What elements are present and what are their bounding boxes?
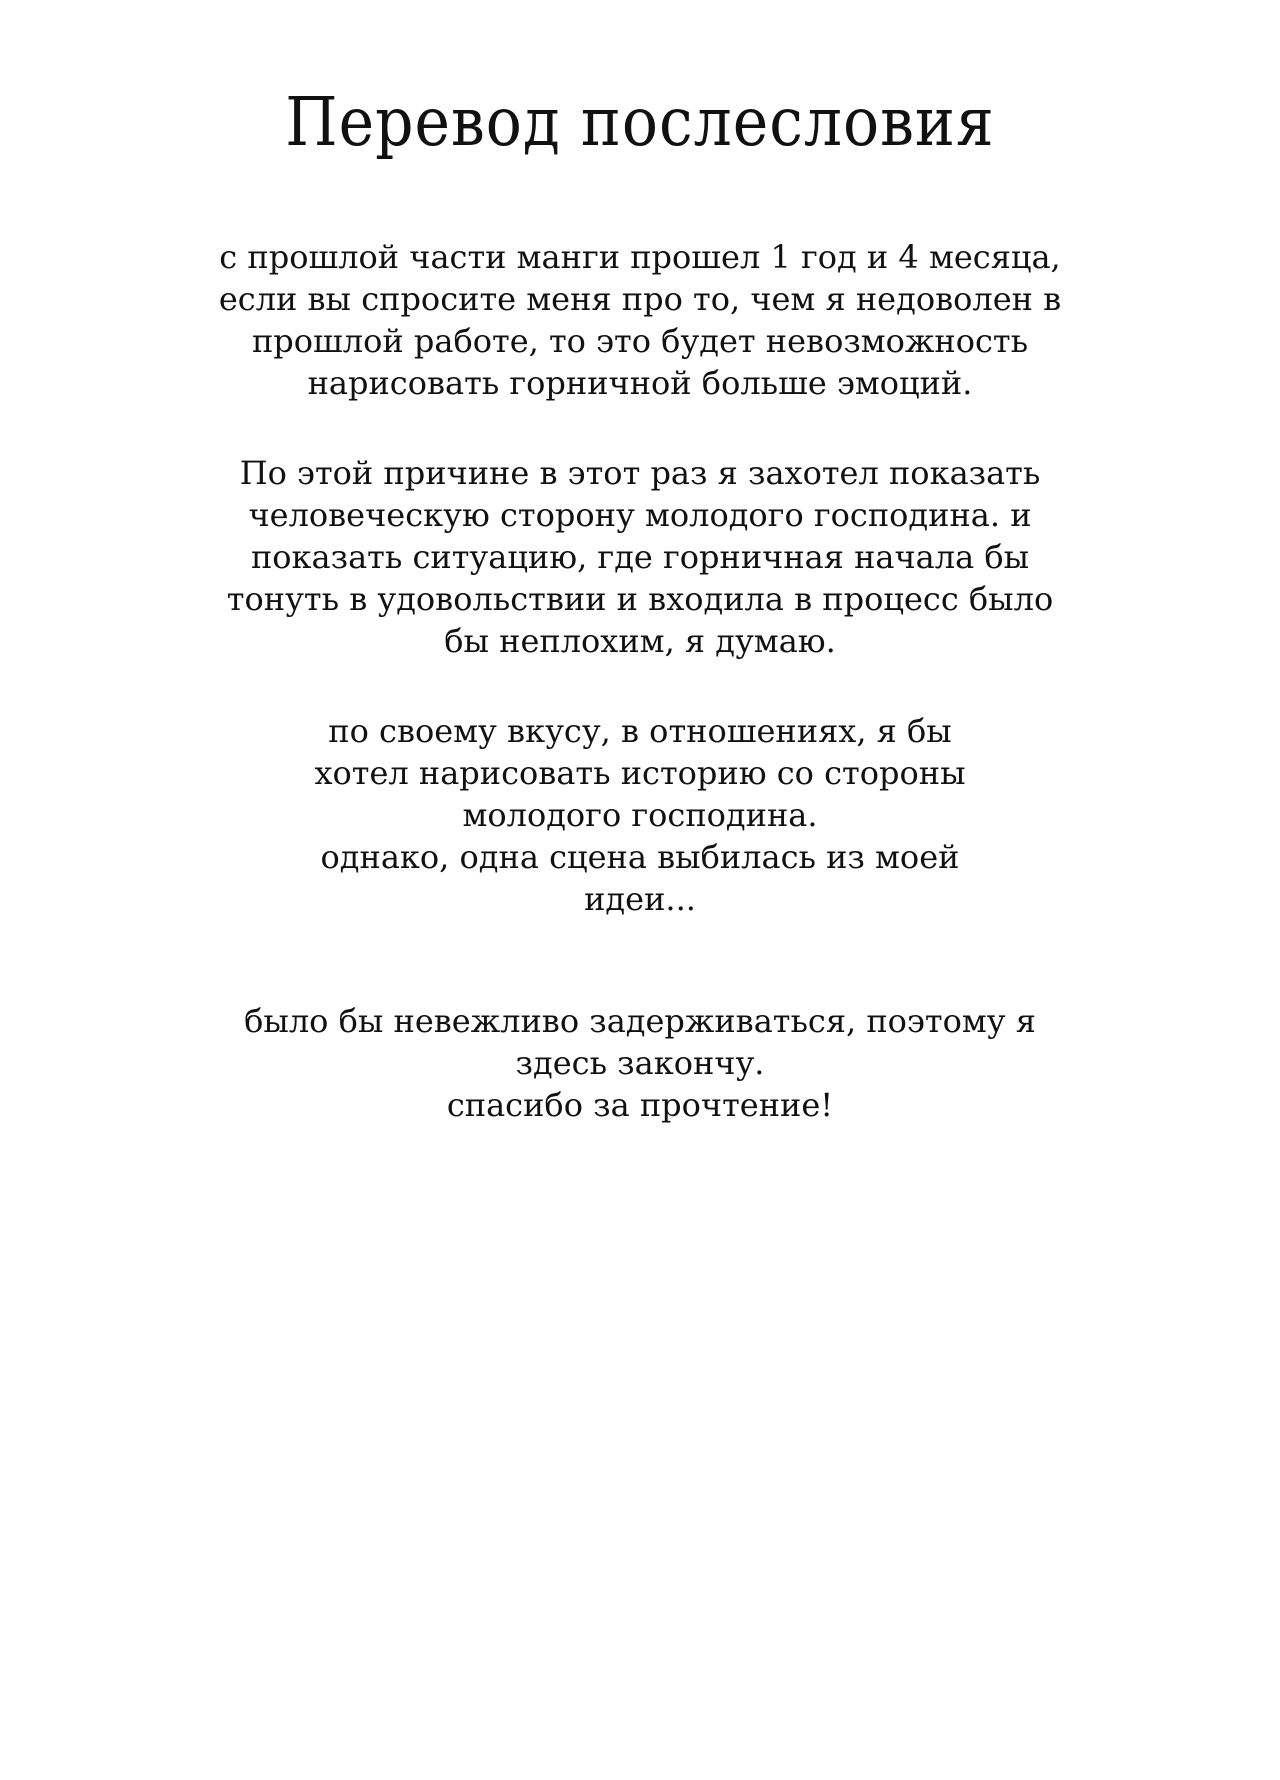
text-line: с прошлой части манги прошел 1 год и 4 месяца,	[219, 238, 1061, 276]
text-line: было бы невежливо задерживаться, поэтому я	[244, 1002, 1036, 1040]
text-line: человеческую сторону молодого господина. и	[248, 496, 1032, 534]
paragraph-4	[0, 1000, 1280, 1126]
text-line: идеи...	[584, 880, 696, 918]
text-line: по своему вкусу, в отношениях, я бы	[328, 712, 952, 750]
paragraph-3	[0, 710, 1280, 920]
text-line: если вы спросите меня про то, чем я недоволен в	[218, 280, 1062, 318]
paragraph-1	[0, 236, 1280, 404]
text-line: здесь закончу.	[515, 1044, 765, 1082]
paragraph-2	[0, 452, 1280, 662]
text-line: тонуть в удовольствии и входила в процесс было	[226, 580, 1054, 618]
text-line: нарисовать горничной больше эмоций.	[307, 364, 973, 402]
text-line: По этой причине в этот раз я захотел показать	[239, 454, 1041, 492]
text-line: спасибо за прочтение!	[446, 1086, 834, 1124]
text-line: прошлой работе, то это будет невозможность	[251, 322, 1029, 360]
text-line: показать ситуацию, где горничная начала бы	[250, 538, 1030, 576]
text-line: однако, одна сцена выбилась из моей	[320, 838, 960, 876]
page-title: Перевод послесловия	[285, 83, 995, 162]
text-line: бы неплохим, я думаю.	[444, 622, 836, 660]
text-line: молодого господина.	[462, 796, 818, 834]
text-line: хотел нарисовать историю со стороны	[314, 754, 966, 792]
